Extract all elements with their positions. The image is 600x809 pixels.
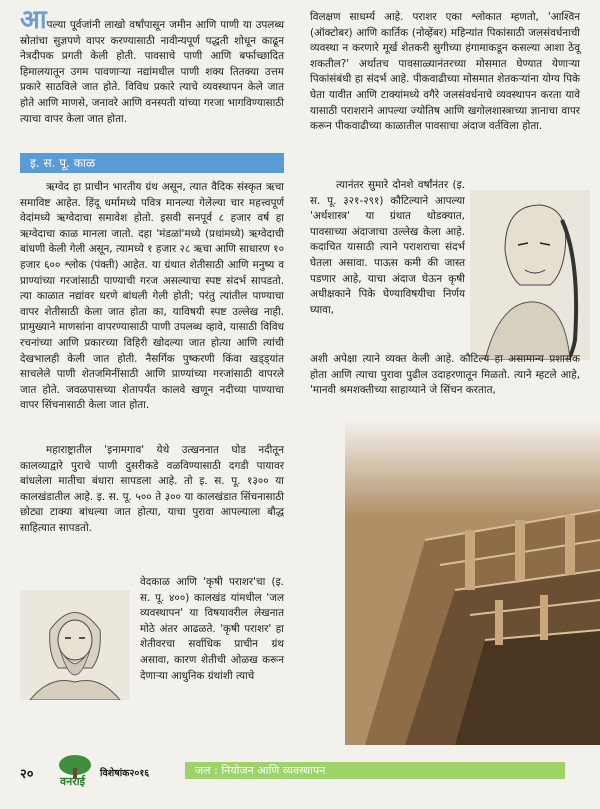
- inamgaon-paragraph: महाराष्ट्रातील 'इनामगाव' येथे उत्खननात घोड नदीतून कालव्याद्वारे पुराचे पाणी दुसरीकडे वळविण्यासाठी दगडी पायावर बांधलेला मातीचा बंधारा सापडला आहे. तो इ. स. पू. १३०० या कालखंडातील आहे. इ. स. पू. ५०० ते ३०० या कालखंडात सिंचनासाठी छोट्या टाक्या बांधल्या जात होत्या, याचा पुरावा आपल्याला बौद्ध साहित्यात सापडतो.: [20, 444, 284, 534]
- krishi-parashar-paragraph: वेदकाळ आणि 'कृषी पराशर'चा (इ. स. पू. ४००) कालखंड यांमधील 'जल व्यवस्थापन' या विषयावरील लेखनात मोठे अंतर आढळते. 'कृषी पराशर' हा शेतीवरचा सर्वाधिक प्राचीन ग्रंथ असावा, कारण शेतीची ओळख करून देणाऱ्या आधुनिक ग्रंथांशी त्याचे: [140, 576, 284, 682]
- sage-illustration: [20, 590, 130, 700]
- kautilya-sketch-icon: [470, 190, 590, 360]
- page-number: २०: [20, 767, 34, 782]
- kautilya-paragraph: त्यानंतर सुमारे दोनशे वर्षांनंतर (इ. स. पू. ३२१-२९१) कौटिल्याने आपल्या 'अर्थशास्त्र' या ग्रंथात थोडक्यात, पावसाच्या अंदाजाचा उल्लेख केला आहे. कदाचित यासाठी त्याने पराशराचा संदर्भ घेतला असावा. पाऊस कमी की जास्त पडणार आहे, याचा अंदाज घेऊन कृषी अधीक्षकाने पिके घेण्याविषयीचा निर्णय घ्यावा,: [310, 179, 465, 316]
- drop-cap: आ: [20, 5, 47, 35]
- intro-text: पल्या पूर्वजांनी लाखो वर्षांपासून जमीन आणि पाणी या उपलब्ध स्रोतांचा सुज्ञपणे वापर करण्यासाठी नावीन्यपूर्ण पद्धती शोधून काढून नेत्रदीपक प्रगती केली होती. पावसाचे पाणी आणि बर्फाच्छादित हिमालयातून उगम पावणाऱ्या नद्यांमधील पाणी शक्य तितक्या उत्तम प्रकारे साठविले जात होते. विविध प्रकारे त्याचे व्यवस्थापन केले जात होते आणि माणसे, जनावरे आणि वनस्पती यांच्या गरजा भागविण्यासाठी त्याचा वापर केला जात होता.: [20, 19, 284, 125]
- vanrai-logo-text: वनराई: [60, 775, 85, 788]
- kautilya-continued-paragraph: अशी अपेक्षा त्याने व्यक्त केली आहे. कौटिल्य हा असामान्य प्रशासक होता आणि त्याचा पुरावा पुढील उदाहरणातून मिळतो. त्याने म्हटले आहे, 'मानवी श्रमशक्तीच्या साहाय्याने जे सिंचन करतात,: [310, 353, 580, 397]
- sage-sketch-icon: [20, 590, 130, 700]
- parashar-paragraph: विलक्षण साधर्म्य आहे. पराशर एका श्लोकात म्हणतो, 'आश्विन (ऑक्टोबर) आणि कार्तिक (नोव्हेंबर) महिन्यांत पिकांसाठी जलसंवर्धनाची व्यवस्था न करणारे मूर्ख शेतकरी सुगीच्या हंगामाकडून कसल्या आशा ठेवू शकतील?' अर्थातच पावसाळ्यानंतरच्या मोसमात घेण्यात येणाऱ्या पिकांसंबंधी हा संदर्भ आहे. पीकवाढीच्या मोसमात शेतकऱ्यांना योग्य पिके घेता यावीत आणि टाक्यांमध्ये वगैरे जलसंवर्धनाचे व्यवस्थापन करता यावे यासाठी पराशराने आपल्या ज्योतिष आणि खगोलशास्त्राच्या ज्ञानाचा वापर करून पीकवाढीच्या काळातील पावसाचा अंदाज वर्तविला होता.: [310, 11, 580, 133]
- stepwell-photo: [345, 420, 600, 745]
- section-title-band: जल : नियोजन आणि व्यवस्थापन: [185, 762, 565, 779]
- section-heading: इ. स. पू. काळ: [20, 153, 284, 173]
- intro-paragraph: [20, 5, 284, 127]
- issue-label: विशेषांक२०१६: [100, 768, 150, 779]
- stepwell-icon: [345, 420, 600, 745]
- rigveda-paragraph: ऋग्वेद हा प्राचीन भारतीय ग्रंथ असून, त्यात वैदिक संस्कृत ऋचा समाविष्ट आहेत. हिंदू धर्मामध्ये पवित्र मानल्या गेलेल्या चार महत्त्वपूर्ण वेदांमध्ये ऋग्वेदाचा समावेश होतो. इसवी सनपूर्व ८ हजार वर्ष हा ऋग्वेदाचा काळ मानला जातो. दहा 'मंडळां'मध्ये (प्रथांमध्ये) ऋग्वेदाची बांधणी केली गेली असून, त्यामध्ये १ हजार २८ ऋचा आणि साधारण १० हजार ६०० श्लोक (पंक्ती) आहेत. या ग्रंथात शेतीसाठी आणि मनुष्य व प्राण्यांच्या गरजांसाठी पाण्याची गरज असल्याचा स्पष्ट संदर्भ सापडतो. त्या काळात नद्यांवर धरणे बांधली गेली होती; परंतु त्यांतील पाण्याचा वापर शेतीसाठी केला जात होता का, याविषयी स्पष्ट उल्लेख नाही. प्रामुख्याने माणसांना वापरण्यासाठी पाणी उपलब्ध व्हावे, यासाठी विविध रचनांच्या आणि प्रकारच्या विहिरी खोदल्या जात होत्या आणि त्यांची देखभालही केली जात होती. नैसर्गिक पुष्करणी किंवा खड्ड्यांत साचलेले पाणी शेतजमिनींसाठी आणि प्राण्यांच्या गरजांसाठी वापरले जात होते. जवळपासच्या शेतापर्यंत कालवे खणून नदीच्या पाण्याचा वापर सिंचनासाठी केला जात होता.: [20, 181, 284, 412]
- kautilya-illustration: [470, 190, 590, 360]
